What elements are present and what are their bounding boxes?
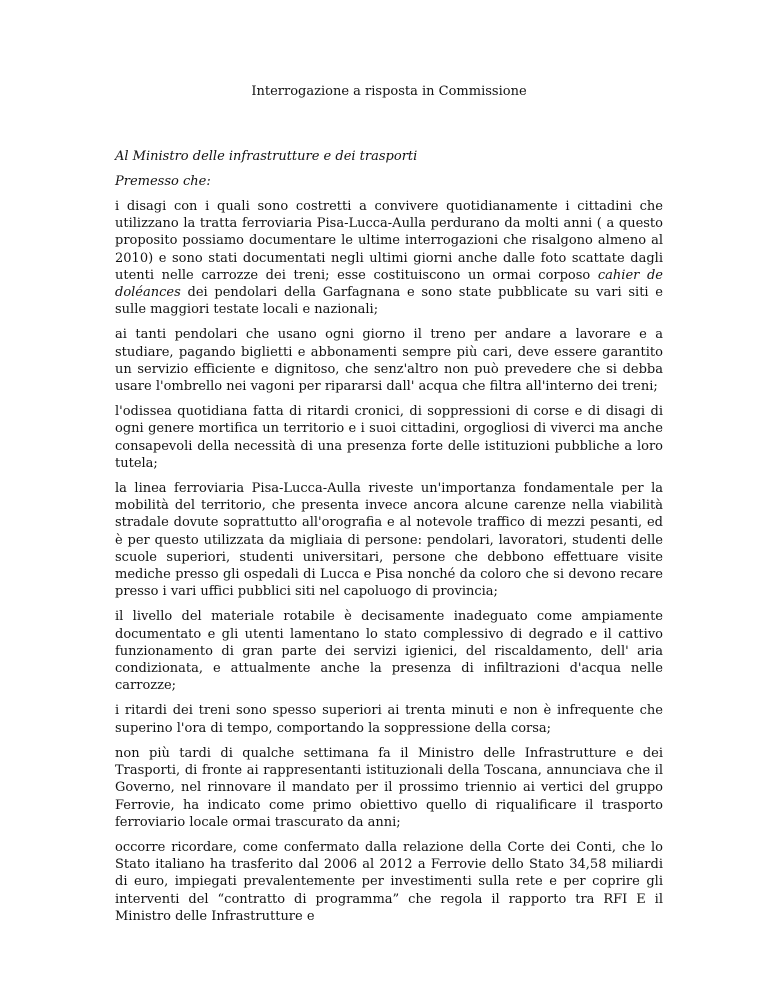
paragraph-1-text-a: i disagi con i quali sono costretti a convivere quotidianamente i cittadini che utilizzano la tratta ferroviaria Pisa-Lucca-Aulla perdurano da molti anni ( a questo proposito possiamo documentare le ultime interrogazioni che risalgono almeno al 2010) e sono stati documentati negli ultimi giorni anche dalle foto scattate dagli utenti nelle carrozze dei treni; esse costituiscono un ormai corposo — [115, 199, 663, 283]
paragraph-8: occorre ricordare, come confermato dalla relazione della Corte dei Conti, che lo Stato italiano ha trasferito dal 2006 al 2012 a Ferrovie dello Stato 34,58 miliardi di euro, impiegati prevalentemente per investimenti sulla rete e per coprire gli interventi del “contratto di programma” che regola il rapporto tra RFI E il Ministro delle Infrastrutture e — [115, 839, 663, 924]
document-page — [115, 83, 663, 933]
paragraph-4: la linea ferroviaria Pisa-Lucca-Aulla riveste un'importanza fondamentale per la mobilità del territorio, che presenta invece ancora alcune carenze nella viabilità stradale dovute soprattutto all'orografia e al notevole traffico di mezzi pesanti, ed è per questo utilizzata da migliaia di persone: pendolari, lavoratori, studenti delle scuole superiori, studenti universitari, persone che debbono effettuare visite mediche presso gli ospedali di Lucca e Pisa nonché da coloro che si devono recare presso i vari uffici pubblici siti nel capoluogo di provincia; — [115, 481, 663, 600]
paragraph-1-text-b: dei pendolari della Garfagnana e sono state pubblicate su vari siti e sulle maggiori testate locali e nazionali; — [115, 285, 663, 318]
paragraph-6: i ritardi dei treni sono spesso superiori ai trenta minuti e non è infrequente che superino l'ora di tempo, comportando la soppressione della corsa; — [115, 703, 663, 736]
addressee-line: Al Ministro delle infrastrutture e dei trasporti — [115, 149, 418, 164]
paragraph-1 — [115, 198, 663, 318]
paragraph-3: l'odissea quotidiana fatta di ritardi cronici, di soppressioni di corse e di disagi di ogni genere mortifica un territorio e i suoi cittadini, orgogliosi di viverci ma anche consapevoli della necessità di una presenza forte delle istituzioni pubbliche a loro tutela; — [115, 404, 663, 471]
premise-heading: Premesso che: — [115, 174, 211, 189]
paragraph-1-emphasis: cahier de doléances — [115, 267, 664, 301]
paragraph-7: non più tardi di qualche settimana fa il Ministro delle Infrastrutture e dei Trasporti, di fronte ai rappresentanti istituzionali della Toscana, annunciava che il Governo, nel rinnovare il mandato per il prossimo triennio ai vertici del gruppo Ferrovie, ha indicato come primo obiettivo quello di riqualificare il trasporto ferroviario locale ormai trascurato da anni; — [115, 745, 663, 830]
paragraph-5: il livello del materiale rotabile è decisamente inadeguato come ampiamente documentato e gli utenti lamentano lo stato complessivo di degrado e il cattivo funzionamento di gran parte dei servizi igienici, del riscaldamento, dell' aria condizionata, e attualmente anche la presenza di infiltrazioni d'acqua nelle carrozze; — [115, 609, 663, 694]
document-title: Interrogazione a risposta in Commissione — [251, 84, 527, 99]
paragraph-2: ai tanti pendolari che usano ogni giorno il treno per andare a lavorare e a studiare, pagando biglietti e abbonamenti sempre più cari, deve essere garantito un servizio efficiente e dignitoso, che senz'altro non può prevedere che si debba usare l'ombrello nei vagoni per ripararsi dall' acqua che filtra all'interno dei treni; — [115, 327, 663, 395]
